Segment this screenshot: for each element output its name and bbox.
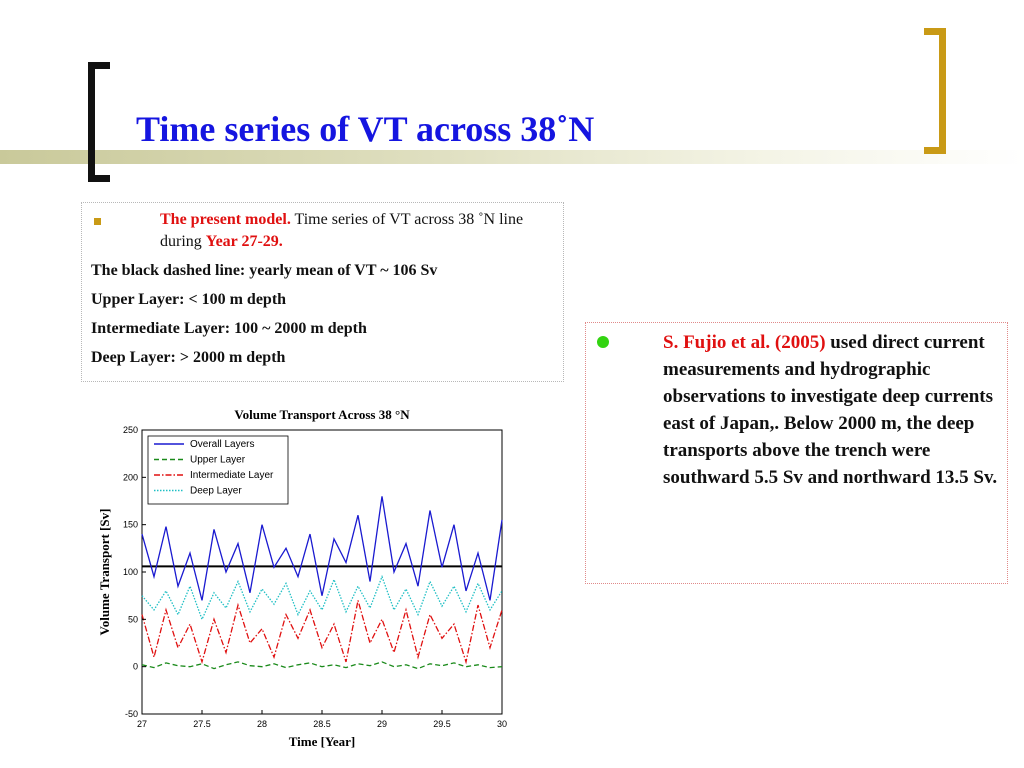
mean-line-description (91, 262, 437, 280)
volume-transport-chart (90, 400, 515, 760)
mean-line-prefix: The black dashed line: yearly mean of VT ~ (91, 262, 393, 279)
chart-title: Volume Transport Across 38 °N (234, 407, 410, 422)
legend-label: Upper Layer (190, 454, 246, 466)
page-title: Time series of VT across 38˚N (136, 109, 595, 149)
title-decoration-band (0, 150, 1024, 164)
y-tick-label: 50 (127, 614, 138, 625)
mean-line-value: 106 (392, 262, 417, 279)
left-bracket-decoration (88, 62, 110, 182)
y-tick-label: 200 (122, 472, 138, 483)
y-axis-label: Volume Transport [Sv] (97, 508, 112, 636)
x-tick-label: 29.5 (433, 719, 451, 729)
year-range: Year 27-29. (205, 233, 283, 250)
y-tick-label: -50 (124, 709, 138, 719)
x-tick-label: 29 (376, 719, 388, 729)
reference-text (663, 329, 998, 491)
model-intro-text (160, 209, 556, 253)
x-axis-label: Time [Year] (288, 734, 356, 749)
x-tick-label: 28.5 (313, 719, 331, 729)
reference-body: used direct current measurements and hydrographic observations to investigate deep currents east of Japan,. Below 2000 m, the deep transports above the trench were southward 5.5 Sv and northward 13.5 Sv. (663, 332, 998, 488)
intermediate-layer-description: Intermediate Layer: 100 ~ 2000 m depth (91, 320, 367, 337)
model-description-box (81, 202, 564, 382)
x-tick-label: 30 (496, 719, 508, 729)
chart-legend (148, 436, 288, 504)
y-tick-label: 250 (122, 425, 138, 435)
y-tick-label: 150 (122, 519, 138, 530)
reference-citation: S. Fujio et al. (2005) (663, 332, 826, 353)
y-tick-label: 100 (122, 567, 138, 577)
present-model-label: The present model. (160, 211, 291, 228)
x-tick-label: 28 (256, 719, 268, 729)
upper-layer-description: Upper Layer: < 100 m depth (91, 291, 287, 308)
legend-label: Overall Layers (190, 439, 255, 450)
deep-layer-description: Deep Layer: > 2000 m depth (91, 349, 286, 366)
square-bullet-icon (94, 218, 101, 225)
legend-label: Intermediate Layer (190, 470, 274, 481)
legend-label: Deep Layer (190, 485, 242, 497)
right-bracket-decoration (924, 28, 946, 154)
y-tick-label: 0 (132, 661, 138, 672)
mean-line-suffix: Sv (416, 262, 438, 279)
x-tick-label: 27 (136, 719, 148, 729)
reference-box (585, 322, 1008, 584)
intro-text: Time series of VT across 38 ˚N line during (160, 211, 524, 250)
x-tick-label: 27.5 (193, 719, 211, 729)
circle-bullet-icon (597, 336, 609, 348)
